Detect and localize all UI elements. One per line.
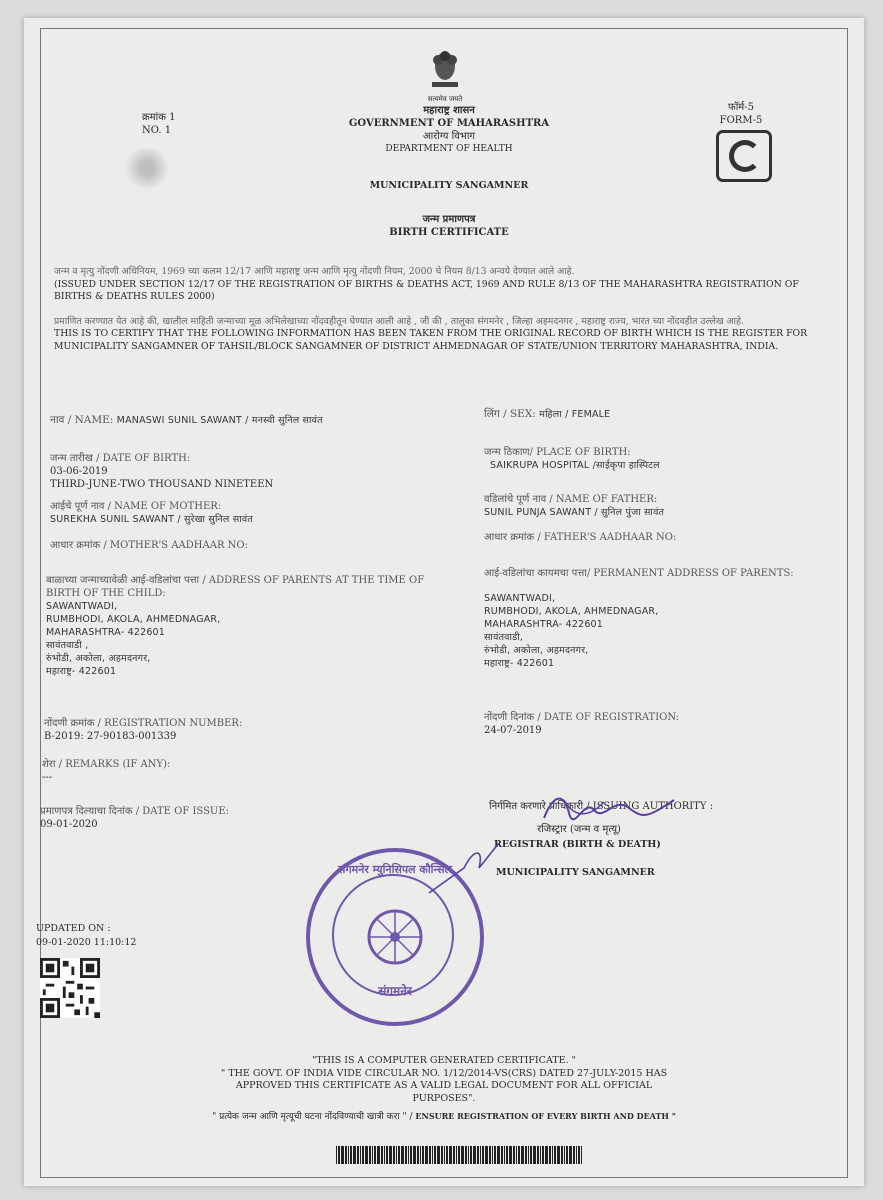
address-at-birth-line: रुंभोडी, अकोला, अहमदनगर, [46,653,151,664]
birth-registration-logo-icon [716,130,772,182]
footer-line-1: "THIS IS A COMPUTER GENERATED CERTIFICATE. " [312,1055,576,1066]
address-at-birth-line: सावंतवाडी , [46,640,89,651]
updated-on-value: 09-01-2020 11:10:12 [36,937,137,948]
form-number-mr: फॉर्म-5 [727,102,755,113]
registration-number-value: B-2019: 27-90183-001339 [44,731,177,742]
registrar-title-mr: रजिस्ट्रार (जन्म व मृत्यू) [537,824,621,835]
address-at-birth-line: महाराष्ट्र- 422601 [46,666,117,677]
serial-number-en: NO. 1 [142,125,172,136]
name-label: नाव / NAME: [50,414,114,426]
remarks-value: --- [42,772,53,783]
form-number-en: FORM-5 [719,115,763,126]
registration-number-field [44,717,464,743]
date-of-issue-field [40,805,460,831]
qr-code-icon [40,958,100,1018]
dob-words: THIRD-JUNE-TWO THOUSAND NINETEEN [50,479,274,490]
registration-date-label: नोंदणी दिनांक / DATE OF REGISTRATION: [484,712,680,723]
mother-field [50,500,470,526]
permanent-address-line: SAWANTWADI, [484,593,556,604]
certificate-title-mr: जन्म प्रमाणपत्र [422,214,476,225]
address-at-birth-line: SAWANTWADI, [46,601,118,612]
watermark-seal-icon [122,148,172,188]
stamp-bottom-text: संगमनेर [378,984,412,998]
certify-statement-en: THIS IS TO CERTIFY THAT THE FOLLOWING INFORMATION HAS BEEN TAKEN FROM THE ORIGINAL RECORD OF BIRTH WHICH IS THE REGISTER FOR MUNICIPALITY SANGAMNER OF TAHSIL/BLOCK SANGAMNER OF DISTRICT AHMEDNAGAR OF STATE/UNION TERRITORY MAHARASHTRA, INDIA. [54,328,808,352]
permanent-address [484,567,834,670]
dob-field [50,452,450,491]
footer-slogan [124,1110,764,1124]
registration-date-value: 24-07-2019 [484,725,542,736]
certify-statement-mr: प्रमाणित करण्यात येत आहे की, खालील माहिती जन्माच्या मूळ अभिलेखाच्या नोंदवहीतून घेण्यात आली आहे , जी की , तालुका संगमनेर , जिल्हा अहमदनगर , महाराष्ट्र राज्य, भारत च्या नोंदवहीत उल्लेख आहे. [54,315,744,327]
issuing-authority-label: निर्गमित करणारे प्राधिकारी / ISSUING AUTHORITY : [489,801,714,812]
mother-value: SUREKHA SUNIL SAWANT / सुरेखा सुनिल सावंत [50,514,253,525]
official-stamp-icon [306,848,484,1026]
address-at-birth-line: MAHARASHTRA- 422601 [46,627,166,638]
date-of-issue-value: 09-01-2020 [40,819,98,830]
footer-notice [204,1055,684,1105]
issued-under-en: (ISSUED UNDER SECTION 12/17 OF THE REGISTRATION OF BIRTHS & DEATHS ACT, 1969 AND RULE 8/13 OF THE MAHARASHTRA REGISTRATION OF BIRTHS & DEATHS RULES 2000) [54,278,799,302]
father-label: वडिलांचे पूर्ण नाव / NAME OF FATHER: [484,494,658,505]
slogan-mr: " प्रत्येक जन्म आणि मृत्यूची घटना नोंदविण्याची खात्री करा " [212,1112,407,1122]
municipality-title: MUNICIPALITY SANGAMNER [369,180,529,191]
pob-field [484,446,824,472]
name-field [50,413,480,428]
father-aadhaar-label: आधार क्रमांक / FATHER'S AADHAAR NO: [484,532,677,543]
permanent-address-label: आई-वडिलांचा कायमचा पत्ता/ PERMANENT ADDRESS OF PARENTS: [484,568,794,579]
stamp-outer-text: संगमनेर म्युनिसिपल कौन्सिल [338,863,452,876]
address-at-birth-label-1: बाळाच्या जन्माच्यावेळी आई-वडिलांचा पत्ता / ADDRESS OF PARENTS AT THE TIME OF [46,575,425,586]
address-at-birth-line: RUMBHODI, AKOLA, AHMEDNAGAR, [46,614,221,625]
permanent-address-line: RUMBHODI, AKOLA, AHMEDNAGAR, [484,606,659,617]
father-field [484,493,824,519]
pob-label: जन्म ठिकाण/ PLACE OF BIRTH: [484,447,631,458]
father-value: SUNIL PUNJA SAWANT / सुनिल पुंजा सावंत [484,507,665,518]
dept-title-en: DEPARTMENT OF HEALTH [385,144,513,154]
permanent-address-line: सावंतवाडी, [484,632,524,643]
mother-aadhaar-label: आधार क्रमांक / MOTHER'S AADHAAR NO: [50,540,248,551]
serial-number-mr: क्रमांक 1 [142,112,176,123]
slogan-separator: / [409,1112,413,1122]
barcode-icon [336,1146,582,1164]
dob-value: 03-06-2019 [50,466,108,477]
permanent-address-line: महाराष्ट्र- 422601 [484,658,555,669]
govt-title-en: GOVERNMENT OF MAHARASHTRA [348,118,550,129]
permanent-address-line: रुंभोडी, अकोला, अहमदनगर, [484,645,589,656]
certificate-title-en: BIRTH CERTIFICATE [389,227,509,238]
registration-date-field [484,711,824,737]
footer-line-3: APPROVED THIS CERTIFICATE AS A VALID LEGAL DOCUMENT FOR ALL OFFICIAL PURPOSES". [235,1080,653,1104]
slogan-en: ENSURE REGISTRATION OF EVERY BIRTH AND DEATH " [415,1111,676,1121]
sex-label: लिंग / SEX: [484,408,536,420]
dob-label: जन्म तारीख / DATE OF BIRTH: [50,453,191,464]
address-at-birth-label-2: BIRTH OF THE CHILD: [46,588,166,599]
emblem-caption: सत्यमेव जयते [427,95,463,103]
date-of-issue-label: प्रमाणपत्र दिल्याचा दिनांक / DATE OF ISSUE: [40,806,230,817]
mother-label: आईचे पूर्ण नाव / NAME OF MOTHER: [50,501,222,512]
permanent-address-line: MAHARASHTRA- 422601 [484,619,604,630]
address-at-birth [46,574,486,678]
sex-value: महिला / FEMALE [539,409,611,420]
dept-title-mr: आरोग्य विभाग [422,131,476,142]
registrar-title-en: REGISTRAR (BIRTH & DEATH) [494,839,661,850]
preamble [54,266,834,353]
issued-under-mr: जन्म व मृत्यु नोंदणी अधिनियम, 1969 च्या कलम 12/17 आणि महाराष्ट्र जन्म आणि मृत्यु नोंदणी नियम, 2000 चे नियम 8/13 अन्वये देण्यात आले आहे. [54,266,575,277]
footer-line-2: " THE GOVT. OF INDIA VIDE CIRCULAR NO. 1/12/2014-VS(CRS) DATED 27-JULY-2015 HAS [220,1067,668,1079]
updated-on-label: UPDATED ON : [36,923,111,934]
name-value: MANASWI SUNIL SAWANT / मनस्वी सुनिल सावंत [116,415,323,426]
national-emblem-icon [428,48,462,92]
pob-value: SAIKRUPA HOSPITAL /साईकृपा हास्पिटल [490,460,660,471]
registration-number-label: नोंदणी क्रमांक / REGISTRATION NUMBER: [44,718,243,729]
sex-field [484,407,824,422]
remarks-label: शेरा / REMARKS (IF ANY): [42,759,171,770]
certificate-page [24,18,864,1186]
registrar-signature-icon [534,788,684,828]
remarks-field [42,758,462,784]
govt-title-mr: महाराष्ट्र शासन [423,105,475,116]
authority-municipality: MUNICIPALITY SANGAMNER [496,867,655,878]
